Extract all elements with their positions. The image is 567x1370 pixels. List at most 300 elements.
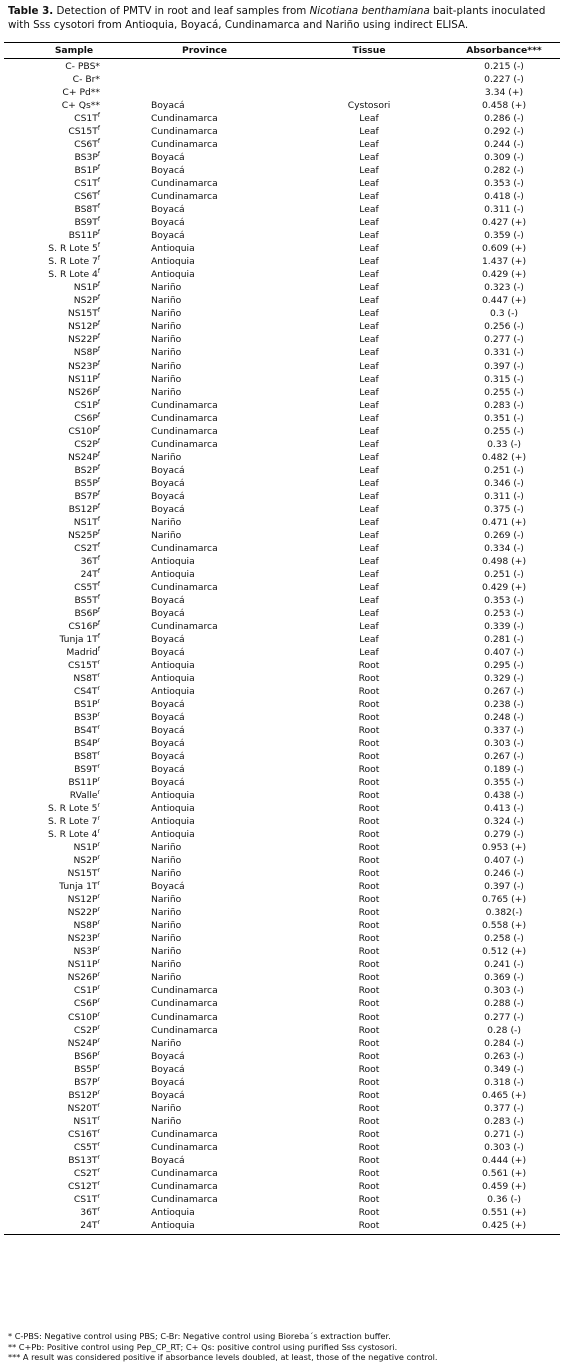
table-row <box>4 555 560 568</box>
sample-id: CS2T <box>74 542 98 554</box>
cell-sample <box>8 99 100 112</box>
cell-absorbance: 0.458 (+) <box>481 100 527 112</box>
cell-sample <box>8 216 100 229</box>
cell-province: Antioquia <box>151 803 195 815</box>
table-row <box>4 997 560 1010</box>
sample-superscript: f <box>97 242 100 250</box>
cell-province: Cundinamarca <box>151 985 218 997</box>
cell-absorbance: 0.267 (-) <box>484 686 524 697</box>
cell-absorbance: 0.323 (-) <box>484 282 524 294</box>
cell-tissue: Root <box>358 868 380 880</box>
cell-tissue: Root <box>358 816 380 828</box>
cell-absorbance: 0.609 (+) <box>481 243 527 255</box>
cell-tissue: Root <box>358 1180 380 1192</box>
sample-superscript: r <box>97 1218 100 1226</box>
cell-sample <box>8 451 100 464</box>
cell-province: Nariño <box>151 360 182 372</box>
cell-absorbance: 0.303 (-) <box>484 1141 524 1153</box>
sample-id: 36T <box>80 555 98 567</box>
table-row <box>4 581 560 594</box>
cell-absorbance: 0.33 (-) <box>487 438 521 450</box>
cell-absorbance: 0.429 (+) <box>481 269 527 281</box>
cell-sample <box>8 919 100 932</box>
sample-id: BS2P <box>74 464 98 476</box>
sample-superscript: f <box>97 320 100 328</box>
table-row <box>4 477 560 490</box>
sample-id: BS11P <box>68 777 98 789</box>
cell-absorbance: 0.311 (-) <box>484 490 524 502</box>
sample-superscript: r <box>97 1114 100 1122</box>
cell-absorbance: 0.329 (-) <box>484 672 524 684</box>
sample-superscript: r <box>97 945 100 953</box>
cell-absorbance: 0.303 (-) <box>484 985 524 997</box>
cell-tissue: Root <box>358 1154 380 1166</box>
cell-sample <box>8 503 100 516</box>
cell-province: Antioquia <box>151 659 195 671</box>
table-row <box>4 190 560 203</box>
sample-superscript: r <box>97 723 100 731</box>
sample-id: CS6T <box>74 191 98 203</box>
cell-province: Boyacá <box>151 738 185 749</box>
table-row <box>4 399 560 412</box>
table-row <box>4 568 560 581</box>
sample-superscript: r <box>97 828 100 836</box>
table-row <box>4 815 560 828</box>
sample-superscript: r <box>97 958 100 966</box>
sample-id: RValle <box>69 790 98 802</box>
cell-absorbance: 0.355 (-) <box>484 777 524 789</box>
table-row <box>4 177 560 190</box>
table-row <box>4 1102 560 1115</box>
table-header-row <box>4 44 560 57</box>
cell-absorbance: 0.36 (-) <box>487 1193 521 1205</box>
header-absorbance: Absorbance*** <box>466 45 542 56</box>
sample-id: BS11P <box>68 230 98 242</box>
cell-tissue: Root <box>358 1011 380 1023</box>
sample-superscript: f <box>97 593 100 601</box>
sample-id: NS24P <box>67 1037 98 1049</box>
table-row <box>4 242 560 255</box>
table-row <box>4 516 560 529</box>
cell-sample <box>8 112 100 125</box>
cell-tissue: Root <box>358 1024 380 1036</box>
cell-sample <box>8 607 100 620</box>
cell-province: Boyacá <box>151 1089 185 1101</box>
sample-superscript: r <box>97 1010 100 1018</box>
sample-id: NS12P <box>67 321 98 333</box>
cell-absorbance: 0.282 (-) <box>484 165 524 177</box>
table-row <box>4 333 560 346</box>
cell-absorbance: 0.311 (-) <box>484 204 524 216</box>
sample-superscript: f <box>97 580 100 588</box>
table-row <box>4 789 560 802</box>
cell-province: Antioquia <box>151 1206 195 1218</box>
table-row <box>4 633 560 646</box>
cell-sample <box>8 464 100 477</box>
cell-province: Nariño <box>151 1102 182 1114</box>
cell-province: Cundinamarca <box>151 178 218 190</box>
cell-sample <box>8 1206 100 1219</box>
sample-id: BS4T <box>74 725 98 736</box>
cell-tissue: Leaf <box>359 243 379 255</box>
sample-superscript: r <box>97 1140 100 1148</box>
cell-province: Cundinamarca <box>151 581 218 593</box>
cell-absorbance: 0.263 (-) <box>484 1050 524 1062</box>
cell-tissue: Root <box>358 699 380 710</box>
cell-province: Antioquia <box>151 568 195 580</box>
cell-province: Nariño <box>151 1037 182 1049</box>
cell-sample <box>8 672 100 685</box>
sample-id: 24T <box>80 1219 98 1231</box>
sample-superscript: f <box>97 606 100 614</box>
cell-tissue: Root <box>358 959 380 971</box>
sample-superscript: r <box>97 658 100 666</box>
sample-id: NS1P <box>73 282 98 294</box>
table-row <box>4 893 560 906</box>
cell-absorbance: 0.246 (-) <box>484 868 524 880</box>
table-row <box>4 802 560 815</box>
table-row <box>4 320 560 333</box>
table-row <box>4 1154 560 1167</box>
table-row <box>4 216 560 229</box>
cell-tissue: Leaf <box>359 386 379 398</box>
cell-tissue: Leaf <box>359 217 379 229</box>
sample-superscript: f <box>97 151 100 159</box>
cell-sample <box>8 542 100 555</box>
sample-superscript: r <box>97 789 100 797</box>
table-row <box>4 138 560 151</box>
sample-superscript: r <box>97 750 100 758</box>
cell-sample <box>8 906 100 919</box>
sample-id: BS13T <box>68 1154 98 1166</box>
sample-id: BS7P <box>74 490 98 502</box>
cell-province: Antioquia <box>151 243 195 255</box>
cell-tissue: Root <box>358 907 380 919</box>
cell-sample <box>8 412 100 425</box>
table-row <box>4 594 560 607</box>
cell-sample <box>8 1050 100 1063</box>
sample-superscript: f <box>97 255 100 263</box>
table-row <box>4 60 560 73</box>
cell-sample <box>8 333 100 346</box>
cell-absorbance: 0.427 (+) <box>481 217 527 229</box>
cell-province: Cundinamarca <box>151 126 218 138</box>
sample-id: NS11P <box>67 959 98 971</box>
table-row <box>4 164 560 177</box>
cell-province: Cundinamarca <box>151 1180 218 1192</box>
cell-province: Antioquia <box>151 816 195 828</box>
sample-superscript: r <box>97 1192 100 1200</box>
cell-sample <box>8 490 100 503</box>
sample-id: CS4T <box>73 686 98 697</box>
sample-superscript: f <box>97 203 100 211</box>
sample-superscript: f <box>97 229 100 237</box>
sample-id: BS1P <box>74 165 98 177</box>
cell-absorbance: 0.255 (-) <box>484 425 524 437</box>
cell-absorbance: 3.34 (+) <box>484 87 524 98</box>
cell-tissue: Leaf <box>359 490 379 502</box>
cell-province: Boyacá <box>151 503 185 515</box>
cell-tissue: Root <box>358 933 380 945</box>
sample-id: S. R Lote 5 <box>47 803 98 815</box>
cell-tissue: Leaf <box>359 451 379 463</box>
cell-province: Nariño <box>151 933 182 945</box>
cell-tissue: Leaf <box>359 503 379 515</box>
cell-absorbance: 0.28 (-) <box>487 1024 521 1036</box>
sample-superscript: f <box>97 164 100 172</box>
table-row <box>4 99 560 112</box>
cell-province: Boyacá <box>151 607 185 619</box>
cell-tissue: Root <box>358 751 380 763</box>
cell-sample <box>8 529 100 542</box>
cell-absorbance: 0.353 (-) <box>484 178 524 190</box>
cell-province: Boyacá <box>151 777 185 789</box>
cell-sample <box>8 1167 100 1180</box>
cell-sample <box>8 776 100 789</box>
cell-tissue: Leaf <box>359 321 379 333</box>
cell-province: Antioquia <box>151 829 195 841</box>
table-row <box>4 763 560 776</box>
cell-absorbance: 0.397 (-) <box>484 360 524 372</box>
cell-province: Antioquia <box>151 790 195 802</box>
cell-absorbance: 0.215 (-) <box>484 61 524 72</box>
sample-superscript: r <box>97 1023 100 1031</box>
cell-province: Cundinamarca <box>151 1167 218 1179</box>
sample-superscript: r <box>97 971 100 979</box>
table-row <box>4 1128 560 1141</box>
cell-sample <box>8 997 100 1010</box>
sample-superscript: f <box>97 476 100 484</box>
sample-id: BS5T <box>74 594 98 606</box>
table-row <box>4 971 560 984</box>
cell-absorbance: 0.765 (+) <box>481 894 527 906</box>
table-row <box>4 867 560 880</box>
cell-tissue: Leaf <box>359 334 379 346</box>
cell-tissue: Leaf <box>359 529 379 541</box>
cell-sample <box>8 1076 100 1089</box>
sample-id: C+ Pd** <box>62 87 100 98</box>
cell-sample <box>8 750 100 763</box>
bottom-rule <box>4 1234 560 1235</box>
cell-province: Nariño <box>151 529 182 541</box>
cell-tissue: Root <box>358 1193 380 1205</box>
cell-tissue: Leaf <box>359 269 379 281</box>
sample-id: NS23P <box>67 933 98 945</box>
cell-province: Boyacá <box>151 725 185 736</box>
cell-province: Boyacá <box>151 230 185 242</box>
cell-tissue: Root <box>358 998 380 1010</box>
sample-superscript: r <box>97 906 100 914</box>
footnote: * C-PBS: Negative control using PBS; C-Br: Negative control using Bioreba´s extraction buffer. <box>8 1331 391 1341</box>
cell-tissue: Leaf <box>359 230 379 242</box>
table-row <box>4 1193 560 1206</box>
sample-id: BS3P <box>74 152 98 164</box>
table-caption <box>8 4 560 32</box>
cell-province: Boyacá <box>151 204 185 216</box>
cell-tissue: Root <box>358 1089 380 1101</box>
cell-sample <box>8 1115 100 1128</box>
sample-id: NS24P <box>67 451 98 463</box>
cell-sample <box>8 1024 100 1037</box>
table-row <box>4 464 560 477</box>
cell-sample <box>8 971 100 984</box>
cell-absorbance: 0.331 (-) <box>484 347 524 359</box>
cell-absorbance: 0.438 (-) <box>484 790 524 802</box>
sample-superscript: r <box>97 1075 100 1083</box>
cell-tissue: Leaf <box>359 477 379 489</box>
cell-sample <box>8 438 100 451</box>
sample-id: BS3P <box>74 712 98 723</box>
cell-province: Nariño <box>151 972 182 984</box>
cell-province: Boyacá <box>151 152 185 164</box>
table-row <box>4 294 560 307</box>
sample-id: CS1T <box>73 1193 98 1205</box>
caption-species: Nicotiana benthamiana <box>309 5 430 17</box>
cell-absorbance: 0.953 (+) <box>481 842 527 854</box>
cell-absorbance: 0.315 (-) <box>484 373 524 385</box>
cell-absorbance: 0.465 (+) <box>481 1089 527 1101</box>
sample-superscript: r <box>97 1205 100 1213</box>
sample-superscript: f <box>97 359 100 367</box>
sample-superscript: f <box>97 632 100 640</box>
sample-superscript: f <box>97 489 100 497</box>
sample-superscript: f <box>97 333 100 341</box>
cell-absorbance: 0.244 (-) <box>484 139 524 151</box>
sample-id: S. R Lote 5 <box>48 243 98 255</box>
cell-absorbance: 1.437 (+) <box>481 256 527 268</box>
cell-province: Antioquia <box>151 1219 195 1231</box>
table-row <box>4 151 560 164</box>
table-row <box>4 1141 560 1154</box>
table-row <box>4 698 560 711</box>
cell-tissue: Root <box>358 881 380 893</box>
cell-absorbance: 0.283 (-) <box>484 1115 524 1127</box>
table-row <box>4 438 560 451</box>
cell-tissue: Leaf <box>359 412 379 424</box>
cell-sample <box>8 854 100 867</box>
cell-sample <box>8 229 100 242</box>
cell-absorbance: 0.369 (-) <box>484 972 524 984</box>
sample-id: BS4P <box>74 738 98 749</box>
cell-absorbance: 0.286 (-) <box>484 113 524 125</box>
cell-absorbance: 0.318 (-) <box>484 1076 524 1088</box>
cell-province: Boyacá <box>151 100 185 112</box>
cell-tissue: Root <box>358 1141 380 1153</box>
table-row <box>4 1037 560 1050</box>
table-row <box>4 776 560 789</box>
sample-superscript: r <box>97 1101 100 1109</box>
sample-superscript: r <box>97 802 100 810</box>
sample-id: NS8P <box>73 347 98 359</box>
sample-superscript: r <box>97 997 100 1005</box>
cell-province: Nariño <box>151 868 182 880</box>
sample-superscript: f <box>97 528 100 536</box>
sample-id: CS16P <box>68 620 98 632</box>
cell-province: Nariño <box>151 855 182 867</box>
footnotes <box>8 1331 560 1363</box>
cell-tissue: Root <box>358 1102 380 1114</box>
cell-absorbance: 0.288 (-) <box>484 998 524 1010</box>
cell-absorbance: 0.407 (-) <box>484 855 524 867</box>
table-row <box>4 425 560 438</box>
sample-superscript: r <box>97 984 100 992</box>
table-row <box>4 958 560 971</box>
sample-id: CS15T <box>68 126 98 138</box>
cell-tissue: Leaf <box>359 165 379 177</box>
caption-text-after: bait-plants inoculated with Sss cysotori from Antioquia, Boyacá, Cundinamarca and Nariño using indirect ELISA. <box>8 5 546 31</box>
cell-sample <box>8 802 100 815</box>
sample-superscript: r <box>97 854 100 862</box>
cell-province: Cundinamarca <box>151 1024 218 1036</box>
sample-id: S. R Lote 4 <box>47 829 98 841</box>
cell-tissue: Root <box>358 1219 380 1231</box>
cell-province: Boyacá <box>151 1076 185 1088</box>
cell-tissue: Leaf <box>359 152 379 164</box>
cell-province: Cundinamarca <box>151 1141 218 1153</box>
table-row <box>4 984 560 997</box>
header-province: Province <box>182 45 227 56</box>
sample-id: BS8T <box>74 204 98 216</box>
sample-id: CS16T <box>67 1128 98 1140</box>
cell-absorbance: 0.283 (-) <box>484 399 524 411</box>
cell-province: Nariño <box>151 295 182 307</box>
cell-tissue: Root <box>358 659 380 671</box>
table-row <box>4 255 560 268</box>
cell-tissue: Leaf <box>359 568 379 580</box>
cell-tissue: Leaf <box>359 438 379 450</box>
cell-absorbance: 0.339 (-) <box>484 620 524 632</box>
sample-superscript: r <box>97 697 100 705</box>
sample-superscript: f <box>97 372 100 380</box>
cell-sample <box>8 1063 100 1076</box>
cell-sample <box>8 763 100 776</box>
sample-id: CS2P <box>73 1024 98 1036</box>
sample-id: CS1P <box>74 399 98 411</box>
sample-superscript: r <box>97 880 100 888</box>
sample-id: NS22P <box>67 907 98 919</box>
sample-superscript: r <box>97 1153 100 1161</box>
cell-province: Cundinamarca <box>151 412 218 424</box>
cell-absorbance: 0.267 (-) <box>484 751 524 763</box>
table-row <box>4 86 560 99</box>
cell-absorbance: 0.248 (-) <box>484 712 524 723</box>
cell-sample <box>8 1193 100 1206</box>
sample-id: NS8P <box>73 920 98 932</box>
sample-superscript: r <box>97 1062 100 1070</box>
cell-absorbance: 0.418 (-) <box>484 191 524 203</box>
table-row <box>4 1167 560 1180</box>
cell-province: Nariño <box>151 959 182 971</box>
sample-id: 36T <box>80 1206 98 1218</box>
cell-sample <box>8 1011 100 1024</box>
cell-province: Boyacá <box>151 594 185 606</box>
cell-sample <box>8 399 100 412</box>
cell-absorbance: 0.324 (-) <box>484 816 524 828</box>
cell-absorbance: 0.251 (-) <box>484 464 524 476</box>
cell-province: Nariño <box>151 451 182 463</box>
cell-absorbance: 0.353 (-) <box>484 594 524 606</box>
cell-absorbance: 0.375 (-) <box>484 503 524 515</box>
sample-id: CS10P <box>68 1011 98 1023</box>
sample-superscript: f <box>97 346 100 354</box>
cell-tissue: Root <box>358 1037 380 1049</box>
sample-id: CS10P <box>68 425 98 437</box>
cell-absorbance: 0.482 (+) <box>481 451 527 463</box>
cell-tissue: Leaf <box>359 191 379 203</box>
cell-province: Boyacá <box>151 751 185 763</box>
sample-superscript: r <box>97 1179 100 1187</box>
sample-superscript: r <box>97 1127 100 1135</box>
